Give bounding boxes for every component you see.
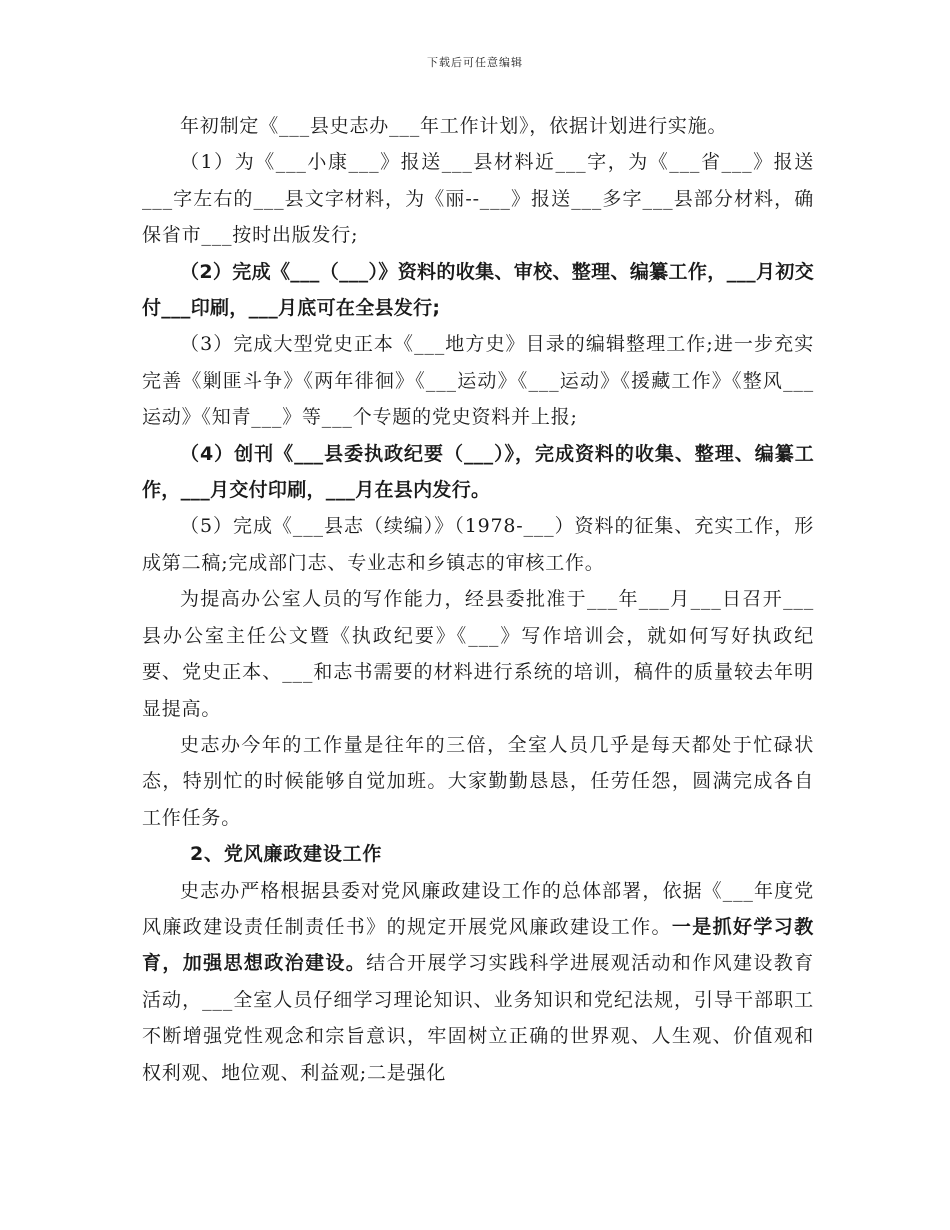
page-header-note: 下载后可任意编辑: [427, 56, 523, 69]
party-conduct-detail: 结合开展学习实践科学进展观活动和作风建设教育活动，___全室人员仔细学习理论知识、业务知识和党纪法规，引导干部职工不断增强党性观念和宗旨意识，牢固树立正确的世界观、人生观、价值观和权利观、地位观、利益观;二是强化: [142, 952, 814, 1084]
paragraph-party-conduct: [142, 873, 814, 1091]
paragraph-workload: 史志办今年的工作量是往年的三倍，全室人员几乎是每天都处于忙碌状态，特别忙的时候能够自觉加班。大家勤勤恳恳，任劳任怨，圆满完成各自工作任务。: [142, 733, 814, 829]
document-body: [142, 108, 814, 1091]
paragraph-training: 为提高办公室人员的写作能力，经县委批准于___年___月___日召开___县办公室主任公文暨《执政纪要》《___》写作培训会，就如何写好执政纪要、党史正本、___和志书需要的材料进行系统的培训，稿件的质量较去年明显提高。: [142, 588, 814, 720]
paragraph-item-2: （2）完成《___（___）》资料的收集、审校、整理、编纂工作，___月初交付___印刷，___月底可在全县发行;: [142, 260, 814, 320]
party-conduct-point-one: 一是抓好学习教育，加强思想政治建设。: [142, 915, 814, 975]
paragraph-item-3: （3）完成大型党史正本《___地方史》目录的编辑整理工作;进一步充实完善《剿匪斗争》《两年徘徊》《___运动》《___运动》《援藏工作》《整风___运动》《知青___》等___个专题的党史资料并上报;: [142, 333, 814, 429]
paragraph-item-1: （1）为《___小康___》报送___县材料近___字，为《___省___》报送___字左右的___县文字材料，为《丽--___》报送___多字___县部分材料，确保省市___按时出版发行;: [142, 151, 814, 247]
paragraph-item-4: （4）创刊《___县委执政纪要（___）》，完成资料的收集、整理、编纂工作，___月交付印刷，___月在县内发行。: [142, 442, 814, 502]
section-heading-party-conduct: 2、党风廉政建设工作: [190, 843, 383, 866]
party-conduct-intro: 史志办严格根据县委对党风廉政建设工作的总体部署，依据《___年度党风廉政建设责任制责任书》的规定开展党风廉政建设工作。: [142, 879, 814, 938]
paragraph-work-plan: 年初制定《___县史志办___年工作计划》，依据计划进行实施。: [180, 115, 728, 137]
paragraph-item-5: （5）完成《___县志（续编）》（1978-___）资料的征集、充实工作，形成第二稿;完成部门志、专业志和乡镇志的审核工作。: [142, 515, 814, 574]
